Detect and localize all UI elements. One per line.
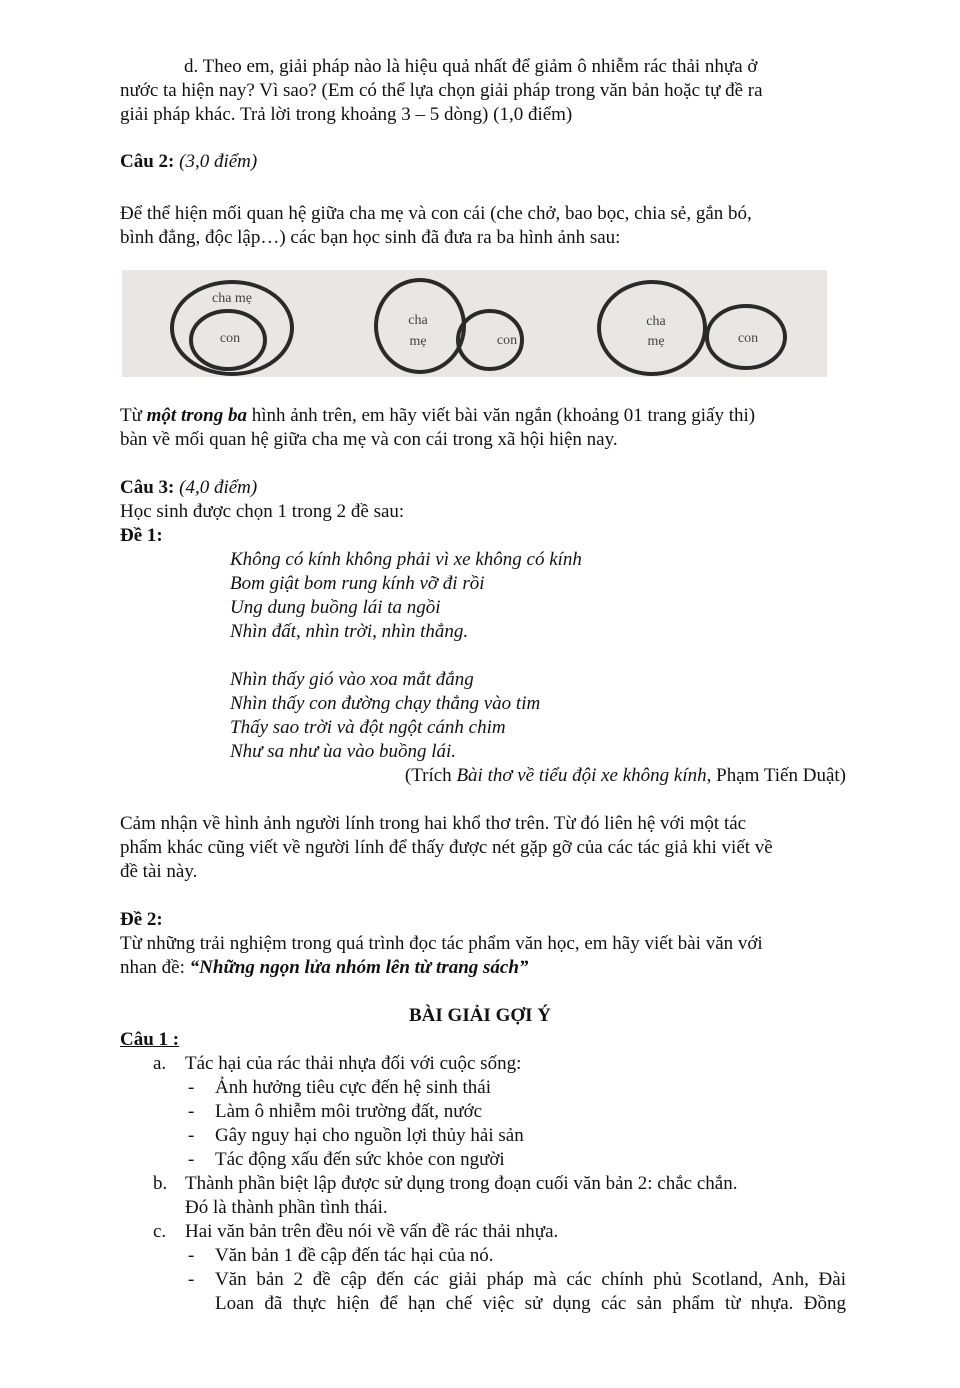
poem-line: Nhìn đất, nhìn trời, nhìn thẳng. [230,621,469,642]
answers-title: BÀI GIẢI GỢI Ý [409,1005,551,1026]
answer-c-label: c. [153,1221,167,1242]
poem-line: Nhìn thấy con đường chạy thẳng vào tim [230,693,541,714]
fig1-inner-label: con [219,331,241,346]
answer-b-label: b. [153,1173,168,1194]
source-pre: (Trích [404,765,457,786]
fig2-right-label: con [496,333,518,348]
poem-stanza-2 [230,668,850,764]
cau2-p1-line-2: bình đẳng, độc lập…) các bạn học sinh đã đưa ra ba hình ảnh sau: [120,227,621,248]
source-post: , Phạm Tiến Duật) [706,765,846,786]
answer-a-item: Gây nguy hại cho nguồn lợi thủy hải sản [215,1125,524,1146]
cau2-p2-post: hình ảnh trên, em hãy viết bài văn ngắn (khoảng 01 trang giấy thi) [246,405,756,426]
bullet-dash: - [188,1269,195,1290]
cau3-choose: Học sinh được chọn 1 trong 2 đề sau: [120,501,405,522]
cau2-p1-line-1: Để thể hiện mối quan hệ giữa cha mẹ và con cái (che chở, bao bọc, chia sẻ, gắn bó, [120,203,752,224]
poem-line: Nhìn thấy gió vào xoa mắt đắng [230,669,474,690]
answer-b-line-2: Đó là thành phần tình thái. [185,1197,388,1218]
cau2-paragraph-1 [120,202,846,250]
de2 [120,908,846,980]
cau2-heading-label: Câu 2: [120,151,175,172]
cau2-p2-line-1 [120,404,846,428]
de2-title: “Những ngọn lửa nhóm lên từ trang sách” [189,957,529,978]
answer-a-item: Ảnh hưởng tiêu cực đến hệ sinh thái [215,1077,492,1098]
de1-task-line-1: Cảm nhận về hình ảnh người lính trong hai khổ thơ trên. Từ đó liên hệ với một tác [120,813,747,834]
poem-line: Ung dung buồng lái ta ngồi [230,597,441,618]
bullet-dash: - [188,1077,195,1098]
cau1-label [120,1028,179,1052]
answer-c-item-2-line-2: Loan đã thực hiện để hạn chế việc sử dụng các sản phẩm từ nhựa. Đồng [215,1293,846,1314]
cau2-p2-emphasis: một trong ba [146,405,247,426]
cau3-points: (4,0 điểm) [179,477,258,498]
de1-task-line-2: phẩm khác cũng viết về người lính để thấy được nét gặp gỡ của các tác giả khi viết về [120,837,773,858]
relationship-figure [122,270,827,377]
de2-line-1: Từ những trải nghiệm trong quá trình đọc tác phẩm văn học, em hãy viết bài văn với [120,933,763,954]
answer-b-line-1: Thành phần biệt lập được sử dụng trong đoạn cuối văn bản 2: chắc chắn. [185,1173,738,1194]
fig2-left-label-b: mẹ [409,334,427,349]
fig3-left-label-a: cha [646,314,666,329]
fig2-left-label-a: cha [408,313,428,328]
cau1-label-text: Câu 1 : [120,1029,180,1050]
poem-source [405,764,846,788]
cau2-heading [120,150,846,174]
cau2-p2-pre: Từ [120,405,147,426]
question-d [120,55,846,127]
relationship-diagrams [122,270,827,377]
poem-line: Bom giật bom rung kính vỡ đi rồi [230,573,485,594]
de1-task [120,812,846,884]
question-d-line-3: giải pháp khác. Trả lời trong khoảng 3 – 5 dòng) (1,0 điểm) [120,104,573,125]
question-d-line-2: nước ta hiện nay? Vì sao? (Em có thể lựa chọn giải pháp trong văn bản hoặc tự đề ra [120,80,763,101]
cau3-heading-line [120,476,846,500]
cau2-points: (3,0 điểm) [179,151,258,172]
answer-a-text: Tác hại của rác thải nhựa đối với cuộc sống: [185,1053,522,1074]
answer-a-label: a. [153,1053,167,1074]
answer-a-item: Làm ô nhiễm môi trường đất, nước [215,1101,483,1122]
de1-label: Đề 1: [120,525,163,546]
bullet-dash: - [188,1101,195,1122]
cau2-paragraph-2 [120,404,846,452]
de2-line-2-pre: nhan đề: [120,957,190,978]
answer-c-text: Hai văn bản trên đều nói về vấn đề rác thải nhựa. [185,1221,559,1242]
poem-stanza-1 [230,548,850,644]
question-d-line-1: d. Theo em, giải pháp nào là hiệu quả nhất để giảm ô nhiễm rác thải nhựa ở [184,56,758,77]
fig3-left-label-b: mẹ [647,334,665,349]
answer-c-item-2-line-1: Văn bản 2 đề cập đến các giải pháp mà các chính phủ Scotland, Anh, Đài [215,1269,846,1290]
bullet-dash: - [188,1149,195,1170]
fig3-right-label: con [737,331,759,346]
bullet-dash: - [188,1245,195,1266]
bullet-dash: - [188,1125,195,1146]
de2-line-2 [120,956,846,980]
de2-label: Đề 2: [120,909,163,930]
source-title: Bài thơ về tiểu đội xe không kính [456,765,707,786]
de1-task-line-3: đề tài này. [120,861,198,882]
poem-line: Như sa như ùa vào buồng lái. [230,741,457,762]
cau2-p2-line-2: bàn về mối quan hệ giữa cha mẹ và con cái trong xã hội hiện nay. [120,429,618,450]
cau3-heading-label: Câu 3: [120,477,175,498]
answer-c-item-1: Văn bản 1 đề cập đến tác hại của nó. [215,1245,494,1266]
poem-line: Thấy sao trời và đột ngột cánh chim [230,717,506,738]
answer-a-item: Tác động xấu đến sức khỏe con người [215,1149,505,1170]
cau3-heading [120,476,846,548]
poem-line: Không có kính không phải vì xe không có kính [230,549,582,570]
fig1-outer-label: cha mẹ [211,291,253,306]
